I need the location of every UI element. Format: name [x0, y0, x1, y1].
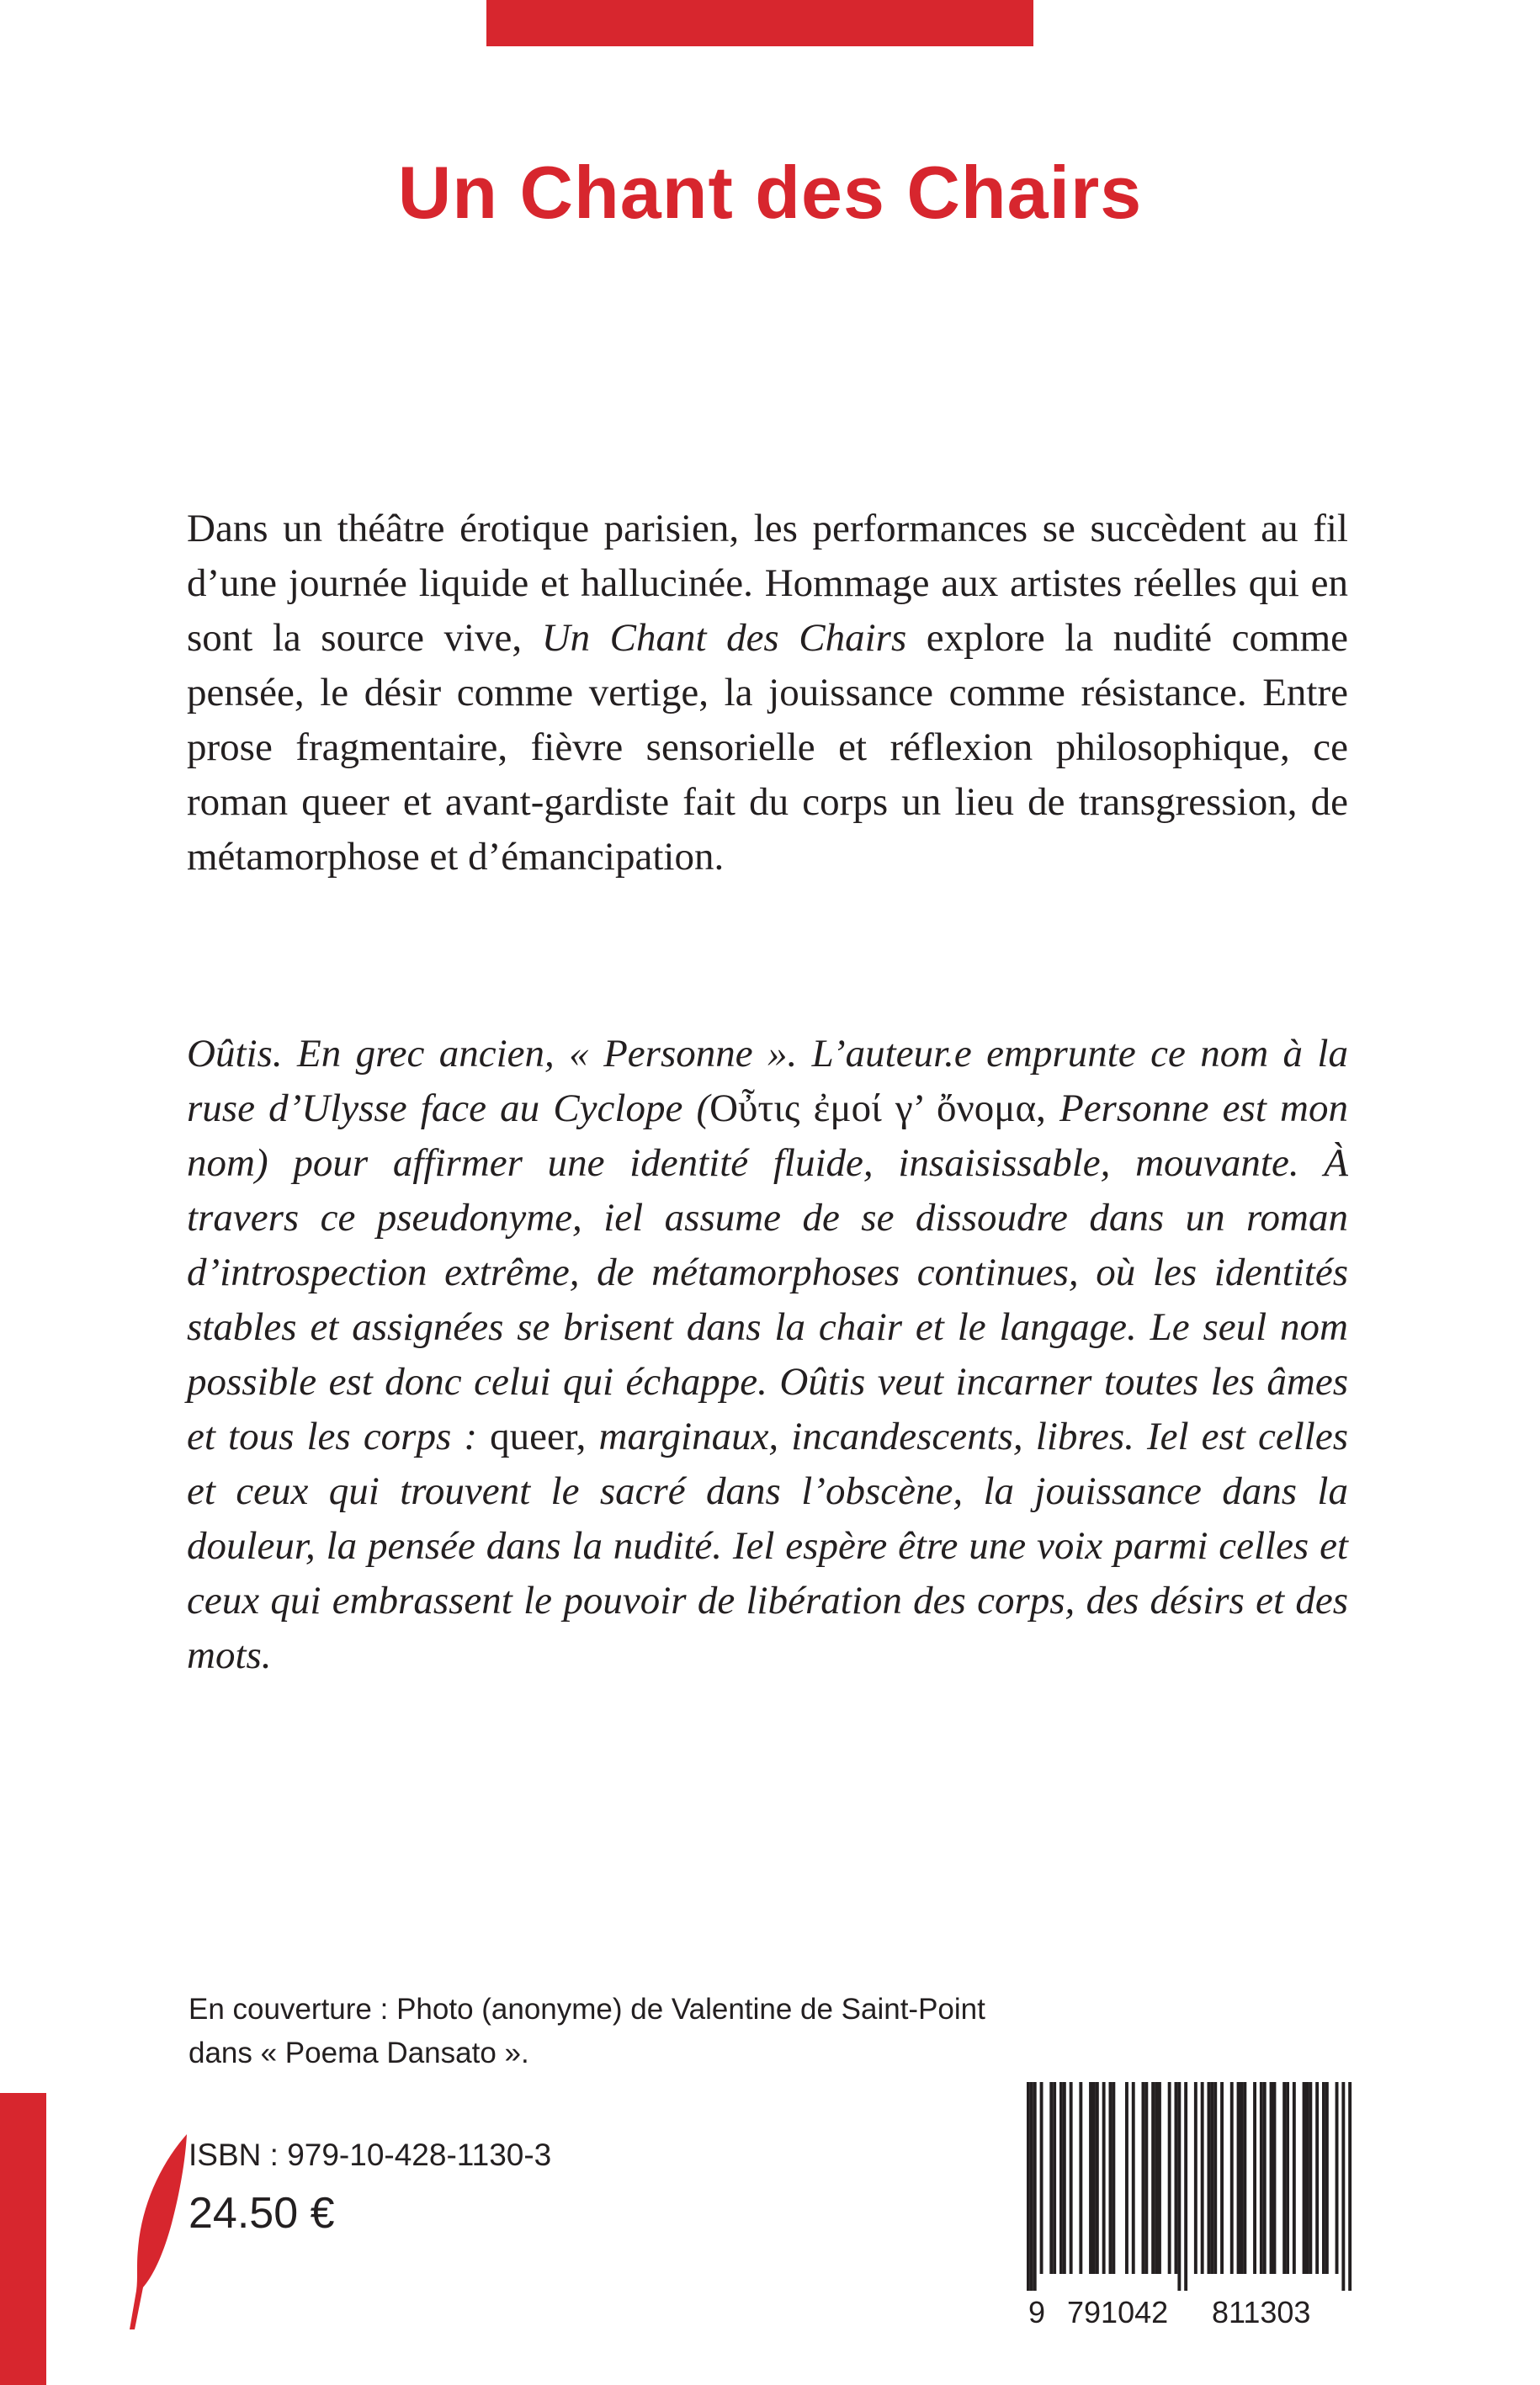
synopsis-text-end: explore la nudité comme pensée, le désir comme vertige, la jouissance comme résistance. Entre prose fragmentaire, fièvre sensorielle et réflexion philosophique, ce roman queer et avant-gardiste fait du corps un lieu de transgression, de métamorphose et d’émancipation.: [187, 616, 1348, 879]
barcode-bar: [1102, 2082, 1106, 2274]
barcode-bar: [1348, 2082, 1351, 2291]
synopsis-paragraph: [187, 502, 1348, 884]
barcode-bar: [1096, 2082, 1099, 2274]
barcode-bar: [1030, 2082, 1033, 2291]
cover-credits: [189, 1988, 1114, 2075]
author-bio-text-3: marginaux, incandescents, libres. Iel est celles et ceux qui trouvent le sacré dans l’obscène, la jouissance dans la douleur, la pensée dans la nudité. Iel espère être une voix parmi celles et ceux qui embrassent le pouvoir de libération des corps, des désirs et des mots.: [187, 1415, 1348, 1677]
barcode-bar: [1079, 2082, 1082, 2274]
author-bio-text-1: Oûtis. En grec ancien, « Personne ». L’auteur.e emprunte ce nom à la ruse d’Ulysse face au Cyclope (: [187, 1032, 1348, 1130]
barcode-bar: [1336, 2082, 1339, 2274]
barcode-bar: [1194, 2082, 1197, 2274]
cover-credits-line-2: dans « Poema Dansato ».: [189, 2037, 529, 2069]
barcode-bar: [1092, 2082, 1096, 2274]
barcode-bar: [1063, 2082, 1066, 2274]
barcode-bar: [1315, 2082, 1319, 2274]
barcode-bar: [1158, 2082, 1161, 2274]
barcode-digit-first: 9: [1028, 2295, 1046, 2329]
barcode-bar: [1033, 2082, 1037, 2291]
barcode-bar: [1273, 2082, 1277, 2274]
barcode-bar: [1230, 2082, 1234, 2274]
barcode: [1025, 2082, 1355, 2291]
synopsis-text-start: Dans un théâtre érotique parisien, les performances se succèdent au fil d’une journée liquide et hallucinée. Hommage aux artistes réelles qui en sont la source vive,: [187, 507, 1348, 660]
greek-quote: Οὖτις ἐμοί γ’ ὄνομα,: [709, 1086, 1046, 1130]
barcode-digits-right: 811303: [1212, 2295, 1311, 2329]
barcode-bar: [1070, 2082, 1073, 2274]
price-label: 24.50 €: [189, 2189, 335, 2238]
barcode-bar: [1027, 2082, 1030, 2291]
cover-credits-line-1: En couverture : Photo (anonyme) de Valentine de Saint-Point: [189, 1993, 985, 2026]
barcode-bar: [1303, 2082, 1306, 2274]
barcode-bar: [1237, 2082, 1240, 2274]
barcode-bar: [1132, 2082, 1135, 2274]
barcode-bar: [1322, 2082, 1325, 2274]
barcode-bar: [1282, 2082, 1286, 2274]
barcode-bar: [1309, 2082, 1312, 2274]
barcode-bar: [1210, 2082, 1213, 2274]
barcode-bar: [1144, 2082, 1148, 2274]
barcode-bar: [1151, 2082, 1155, 2274]
barcode-bar: [1168, 2082, 1171, 2274]
barcode-bar: [1125, 2082, 1128, 2274]
barcode-bar: [1142, 2082, 1145, 2274]
barcode-bar: [1109, 2082, 1113, 2274]
barcode-bar: [1306, 2082, 1309, 2274]
book-title: Un Chant des Chairs: [397, 151, 1143, 234]
author-bio-paragraph: [187, 1027, 1348, 1683]
barcode-bar: [1325, 2082, 1329, 2274]
barcode-bar: [1049, 2082, 1053, 2274]
barcode-bar: [1220, 2082, 1224, 2274]
barcode-bar: [1293, 2082, 1296, 2274]
barcode-bar: [1341, 2082, 1345, 2291]
barcode-bar: [1270, 2082, 1273, 2274]
barcode-bar: [1175, 2082, 1178, 2274]
quill-logo-icon: [126, 2131, 194, 2333]
barcode-bar: [1243, 2082, 1246, 2274]
barcode-bar: [1059, 2082, 1063, 2274]
barcode-bar: [1040, 2082, 1043, 2274]
left-red-band: [0, 2093, 46, 2385]
barcode-bar: [1155, 2082, 1158, 2274]
queer-word: queer,: [490, 1415, 587, 1458]
barcode-bar: [1213, 2082, 1217, 2274]
top-red-band: [486, 0, 1033, 46]
barcode-bar: [1112, 2082, 1115, 2274]
barcode-bar: [1089, 2082, 1092, 2274]
barcode-bar: [1184, 2082, 1187, 2291]
barcode-bar: [1208, 2082, 1211, 2274]
barcode-digits-left: 791042: [1067, 2295, 1169, 2329]
barcode-bar: [1240, 2082, 1244, 2274]
barcode-bar: [1253, 2082, 1256, 2274]
barcode-bar: [1263, 2082, 1267, 2274]
author-bio-text-2: Personne est mon nom) pour affirmer une identité fluide, insaisissable, mouvante. À travers ce pseudonyme, iel assume de se dissoudre dans un roman d’introspection extrême, de métamorphoses continues, où les identités stables et assignées se brisent dans la chair et le langage. Le seul nom possible est donc celui qui échappe. Oûtis veut incarner toutes les âmes et tous les corps :: [187, 1086, 1348, 1458]
barcode-bar: [1260, 2082, 1263, 2274]
isbn-label: ISBN : 979-10-428-1130-3: [189, 2138, 552, 2172]
barcode-bar: [1286, 2082, 1289, 2274]
barcode-bar: [1201, 2082, 1204, 2274]
barcode-bar: [1053, 2082, 1056, 2274]
barcode-bar: [1177, 2082, 1181, 2291]
synopsis-book-title: Un Chant des Chairs: [541, 616, 907, 660]
